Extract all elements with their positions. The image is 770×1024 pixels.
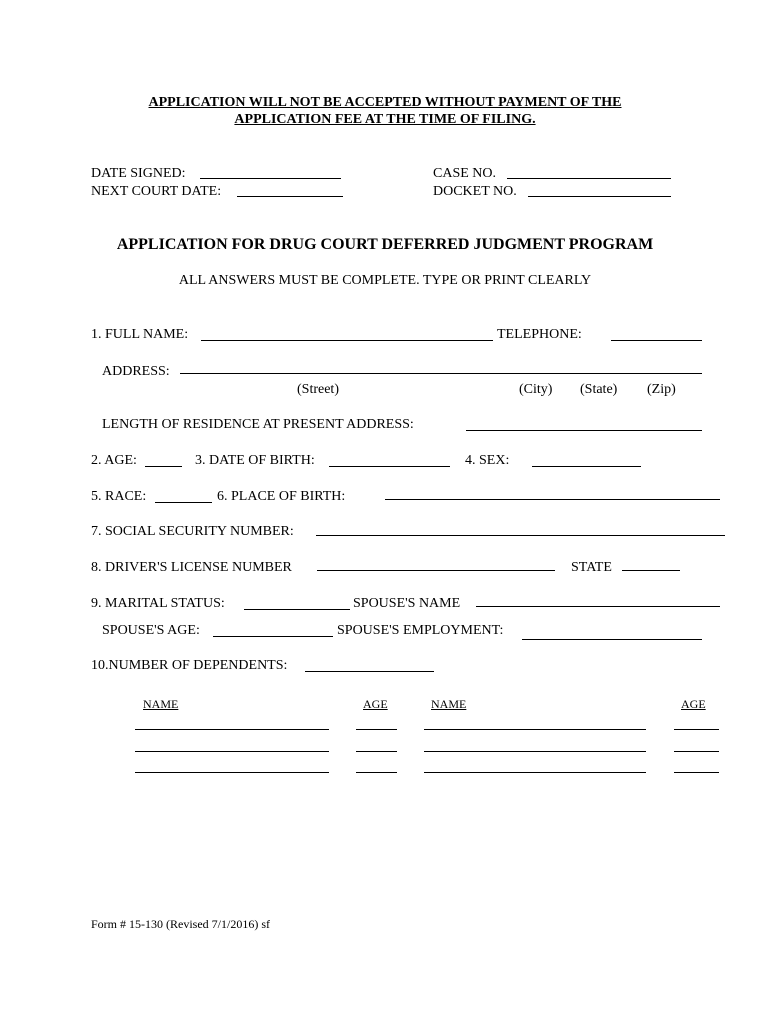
city-caption: (City) [519,382,553,397]
age-field[interactable] [145,466,182,467]
drivers-license-label: 8. DRIVER'S LICENSE NUMBER [91,560,292,575]
dependent-age-header-2: AGE [681,697,706,711]
state-label: STATE [571,560,612,575]
drivers-license-field[interactable] [317,570,555,571]
date-signed-label: DATE SIGNED: [91,166,186,181]
spouse-age-label: SPOUSE'S AGE: [102,623,200,638]
date-signed-field[interactable] [200,178,341,179]
sex-field[interactable] [532,466,641,467]
street-caption: (Street) [297,382,339,397]
dependent-age-field[interactable] [674,772,719,773]
marital-status-label: 9. MARITAL STATUS: [91,596,225,611]
dependent-age-field[interactable] [674,729,719,730]
address-field[interactable] [180,373,702,374]
race-field[interactable] [155,502,212,503]
place-of-birth-field[interactable] [385,499,720,500]
case-no-label: CASE NO. [433,166,497,181]
sex-label: 4. SEX: [465,453,510,468]
dependent-name-field[interactable] [424,729,646,730]
form-title: APPLICATION FOR DRUG COURT DEFERRED JUDGMENT PROGRAM [116,236,654,253]
full-name-label: 1. FULL NAME: [91,327,189,342]
dependents-label: 10.NUMBER OF DEPENDENTS: [91,658,288,673]
dependent-name-field[interactable] [424,772,646,773]
zip-caption: (Zip) [647,382,676,397]
form-instructions: ALL ANSWERS MUST BE COMPLETE. TYPE OR PRINT CLEARLY [178,273,592,288]
state-field[interactable] [622,570,680,571]
ssn-label: 7. SOCIAL SECURITY NUMBER: [91,524,294,539]
spouse-name-label: SPOUSE'S NAME [353,596,461,611]
dependent-name-header-2: NAME [431,697,467,711]
spouse-age-field[interactable] [213,636,333,637]
dependent-age-field[interactable] [356,751,397,752]
docket-no-field[interactable] [528,196,671,197]
dependent-age-field[interactable] [674,751,719,752]
spouse-employment-label: SPOUSE'S EMPLOYMENT: [337,623,504,638]
dependents-field[interactable] [305,671,434,672]
case-no-field[interactable] [507,178,671,179]
form-footer: Form # 15-130 (Revised 7/1/2016) sf [91,917,270,931]
length-residence-field[interactable] [466,430,702,431]
place-of-birth-label: 6. PLACE OF BIRTH: [217,489,346,504]
docket-no-label: DOCKET NO. [433,184,517,199]
spouse-employment-field[interactable] [522,639,702,640]
dob-label: 3. DATE OF BIRTH: [195,453,315,468]
race-label: 5. RACE: [91,489,147,504]
age-label: 2. AGE: [91,453,137,468]
next-court-date-label: NEXT COURT DATE: [91,184,222,199]
dependent-age-field[interactable] [356,772,397,773]
dependent-name-header-1: NAME [143,697,179,711]
next-court-date-field[interactable] [237,196,343,197]
dependent-name-field[interactable] [135,772,329,773]
dependent-name-field[interactable] [424,751,646,752]
spouse-name-field[interactable] [476,606,720,607]
telephone-field[interactable] [611,340,702,341]
notice-line-2: APPLICATION FEE AT THE TIME OF FILING. [234,112,536,127]
dependent-name-field[interactable] [135,751,329,752]
dob-field[interactable] [329,466,450,467]
dependent-age-header-1: AGE [363,697,388,711]
dependent-name-field[interactable] [135,729,329,730]
marital-status-field[interactable] [244,609,350,610]
dependent-age-field[interactable] [356,729,397,730]
ssn-field[interactable] [316,535,725,536]
payment-notice [0,94,770,128]
full-name-field[interactable] [201,340,493,341]
state-caption: (State) [580,382,618,397]
length-residence-label: LENGTH OF RESIDENCE AT PRESENT ADDRESS: [102,417,414,432]
notice-line-1: APPLICATION WILL NOT BE ACCEPTED WITHOUT PAYMENT OF THE [148,95,622,110]
address-label: ADDRESS: [102,364,170,379]
telephone-label: TELEPHONE: [497,327,582,342]
